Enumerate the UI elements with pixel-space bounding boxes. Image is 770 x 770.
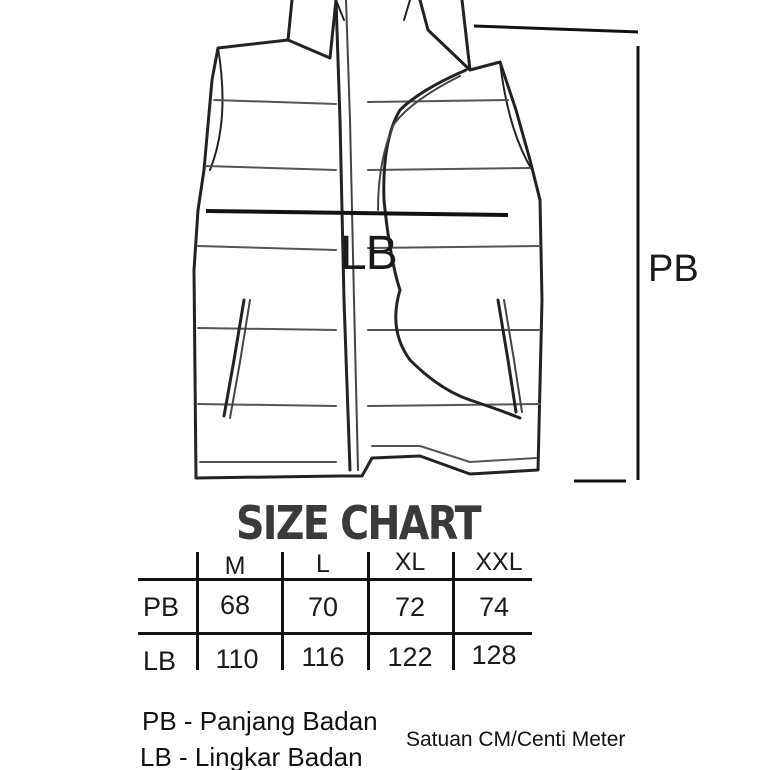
table-header-m: M [224, 552, 246, 580]
table-line-v1 [196, 552, 199, 670]
table-cell-lb-xl: 122 [387, 642, 433, 672]
table-cell-lb-l: 116 [301, 642, 345, 672]
table-cell-lb-xxl: 128 [471, 640, 517, 670]
table-cell-lb-m: 110 [215, 644, 259, 674]
pb-marker-label: PB [648, 248, 699, 290]
legend-lb: LB - Lingkar Badan [140, 742, 363, 770]
lb-measure-line [206, 211, 508, 215]
table-cell-pb-xl: 72 [394, 592, 426, 622]
table-row-label-pb: PB [143, 592, 180, 622]
vest-collar [288, 0, 336, 58]
table-line-v2 [281, 552, 284, 670]
unit-note: Satuan CM/Centi Meter [406, 728, 626, 751]
legend-pb: PB - Panjang Badan [142, 706, 378, 736]
pb-measure-lines [474, 26, 638, 481]
lb-marker-label: LB [340, 227, 397, 280]
table-cell-pb-m: 68 [219, 590, 251, 620]
table-row-label-lb: LB [143, 646, 177, 676]
table-cell-pb-l: 70 [307, 592, 339, 622]
table-cell-pb-xxl: 74 [478, 592, 510, 622]
table-header-xxl: XXL [475, 548, 523, 576]
size-chart-title: SIZE CHART [236, 496, 480, 550]
vest-drawcord [384, 70, 520, 418]
table-header-l: L [316, 550, 330, 578]
vest-outline-left [194, 40, 340, 478]
table-header-xl: XL [394, 548, 426, 576]
table-line-v4 [452, 552, 455, 670]
table-line-v3 [367, 552, 370, 670]
